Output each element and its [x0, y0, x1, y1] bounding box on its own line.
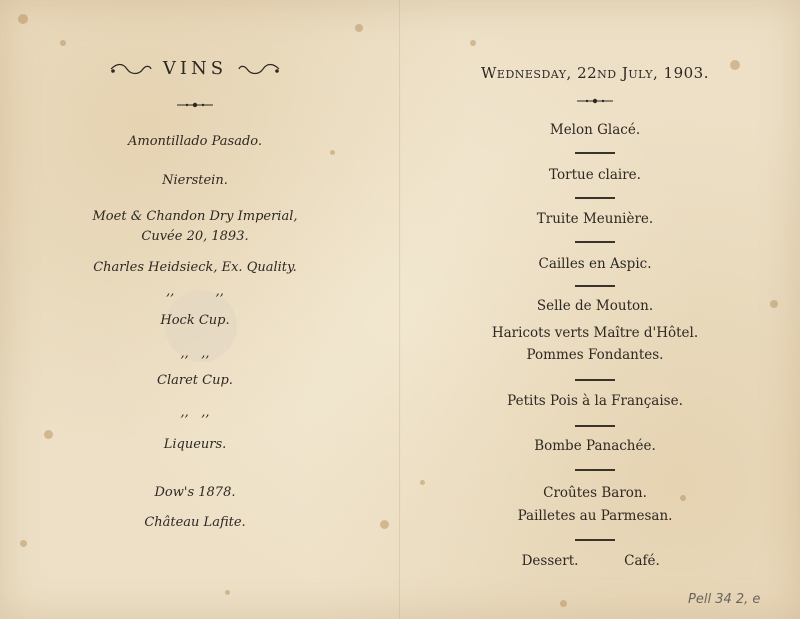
- archive-reference: Pell 34 2, e: [688, 592, 761, 607]
- course-divider: [575, 197, 615, 199]
- center-fold: [399, 0, 401, 619]
- wine-item: Claret Cup.: [157, 373, 233, 388]
- stain: [355, 24, 363, 32]
- wines-heading: VINS: [162, 58, 228, 79]
- wines-heading-row: [40, 58, 350, 79]
- ditto-mark: ,, ,,: [166, 284, 224, 299]
- course-divider: [575, 539, 615, 541]
- course-divider: [575, 152, 615, 154]
- stain: [420, 480, 425, 485]
- wine-item: Hock Cup.: [160, 313, 230, 328]
- dish-item: Haricots verts Maître d'Hôtel.: [491, 325, 699, 341]
- course-divider: [575, 469, 615, 471]
- wine-item: Dow's 1878.: [154, 485, 236, 500]
- wine-item: Amontillado Pasado.: [127, 134, 263, 149]
- dish-item: Selle de Mouton.: [536, 298, 654, 314]
- dish-item: Café.: [624, 553, 660, 569]
- dish-item: Dessert.: [521, 553, 579, 569]
- wine-item: Cuvée 20, 1893.: [141, 229, 249, 244]
- wine-item: Liqueurs.: [163, 437, 227, 452]
- dish-item: Croûtes Baron.: [543, 485, 647, 501]
- stain: [18, 14, 28, 24]
- wine-item: Nierstein.: [162, 173, 228, 188]
- ditto-mark: ,, ,,: [180, 346, 210, 361]
- wine-item: Moet & Chandon Dry Imperial,: [92, 209, 298, 224]
- dish-item: Petits Pois à la Française.: [507, 393, 683, 409]
- stain: [380, 520, 389, 529]
- dish-item: Tortue claire.: [549, 167, 641, 183]
- dish-item: Melon Glacé.: [549, 122, 641, 138]
- wine-item: Château Lafite.: [144, 515, 246, 530]
- wine-item: Charles Heidsieck, Ex. Quality.: [93, 260, 297, 275]
- course-divider: [575, 379, 615, 381]
- stain: [20, 540, 27, 547]
- stain: [770, 300, 778, 308]
- wines-divider-ornament-icon: [175, 100, 215, 110]
- dish-item: Pailletes au Parmesan.: [517, 508, 673, 524]
- right-flourish-icon: [237, 62, 281, 76]
- course-divider: [575, 425, 615, 427]
- menu-column: [430, 0, 760, 619]
- menu-divider-ornament-icon: [575, 96, 615, 106]
- dish-item: Cailles en Aspic.: [538, 256, 652, 272]
- wines-column: [40, 0, 350, 619]
- course-divider: [575, 285, 615, 287]
- dish-item: Bombe Panachée.: [534, 438, 656, 454]
- menu-date: Wednesday, 22nd July, 1903.: [481, 64, 709, 82]
- dish-item: Truite Meunière.: [536, 211, 654, 227]
- left-flourish-icon: [109, 62, 153, 76]
- course-divider: [575, 241, 615, 243]
- dish-item: Pommes Fondantes.: [526, 347, 664, 363]
- ditto-mark: ,, ,,: [180, 405, 210, 420]
